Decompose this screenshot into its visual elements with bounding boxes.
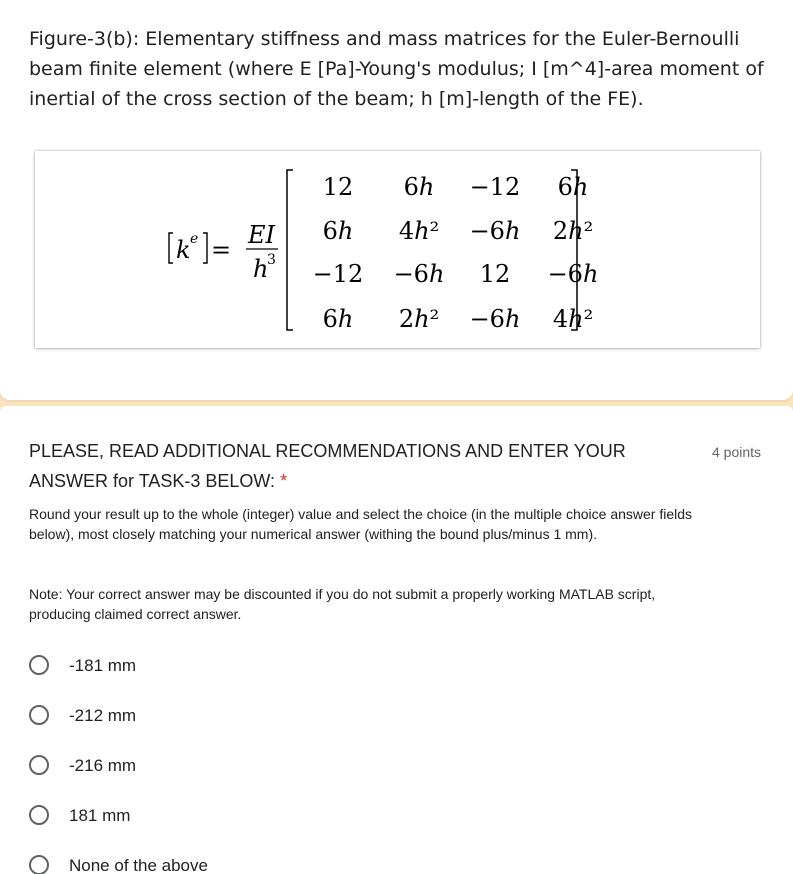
question-description: Round your result up to the whole (integer) value and select the choice (in the multiple choice answer fields below), most closely matching your numerical answer (withing the bound plus/minus 1 mm). — [29, 506, 693, 542]
option-label: -181 mm — [69, 656, 137, 675]
matrix-cell: 6h — [557, 173, 589, 201]
option-label: -212 mm — [69, 706, 137, 725]
fraction-group — [246, 221, 278, 283]
matrix-cell: 6h — [403, 173, 435, 201]
equals-sign: = — [211, 236, 232, 264]
radio-button[interactable] — [29, 755, 49, 775]
matrix-cell: 12 — [479, 260, 511, 288]
card-bottom-edge — [0, 388, 793, 400]
fraction-numerator: EI — [248, 221, 275, 249]
matrix-cell: 4h² — [552, 305, 594, 333]
option-label: 181 mm — [69, 806, 131, 825]
option-label: -216 mm — [69, 756, 137, 775]
lhs-group — [169, 231, 231, 264]
lhs-left-bracket — [169, 233, 173, 263]
section-separator — [0, 388, 793, 412]
matrix-cell: 6h — [322, 217, 354, 245]
matrix-cell: −6h — [547, 260, 599, 288]
option-minus-181-mm[interactable] — [29, 654, 329, 680]
matrix-cell: −6h — [393, 260, 445, 288]
option-181-mm[interactable] — [29, 804, 329, 830]
option-label: None of the above — [69, 856, 208, 874]
lhs-right-bracket — [203, 233, 207, 263]
matrix-left-bracket — [287, 170, 293, 330]
question-note: Note: Your correct answer may be discounted if you do not submit a properly working MATLAB script, producing claimed correct answer. — [29, 586, 656, 622]
matrix-cell: −12 — [312, 260, 364, 288]
lhs-symbol: k — [176, 236, 191, 264]
matrix-cell: −12 — [469, 173, 521, 201]
matrix-cell: 6h — [322, 305, 354, 333]
radio-button[interactable] — [29, 855, 49, 874]
stiffness-matrix-figure — [35, 151, 760, 348]
matrix-cell: −6h — [469, 305, 521, 333]
option-minus-216-mm[interactable] — [29, 754, 329, 780]
matrix-cells — [313, 173, 599, 333]
figure-card — [0, 0, 793, 388]
matrix-cell: 2h² — [398, 305, 440, 333]
card-top-edge — [0, 406, 793, 412]
fraction-denominator-power: 3 — [267, 252, 276, 268]
radio-button[interactable] — [29, 705, 49, 725]
fraction-denominator: h — [253, 255, 269, 283]
matrix-cell: −6h — [469, 217, 521, 245]
matrix-cell: 2h² — [552, 217, 594, 245]
matrix-cell: 12 — [322, 173, 354, 201]
required-asterisk: * — [280, 471, 288, 491]
matrix-cell: 4h² — [398, 217, 440, 245]
question-title — [29, 436, 689, 496]
points-label: 4 points — [712, 444, 762, 460]
option-none-of-the-above[interactable] — [29, 854, 329, 874]
radio-button[interactable] — [29, 805, 49, 825]
matrix-equation-svg — [35, 151, 760, 348]
radio-button[interactable] — [29, 655, 49, 675]
question-title-text: PLEASE, READ ADDITIONAL RECOMMENDATIONS AND ENTER YOUR ANSWER for TASK-3 BELOW: — [29, 441, 626, 491]
lhs-superscript: e — [190, 231, 199, 247]
figure-caption: Figure-3(b): Elementary stiffness and mass matrices for the Euler-Bernoulli beam finite element (where E [Pa]-Young's modulus; I [m^4]-area moment of inertial of the cross section of the beam; h [m]-length of the FE). — [29, 28, 764, 110]
option-minus-212-mm[interactable] — [29, 704, 329, 730]
